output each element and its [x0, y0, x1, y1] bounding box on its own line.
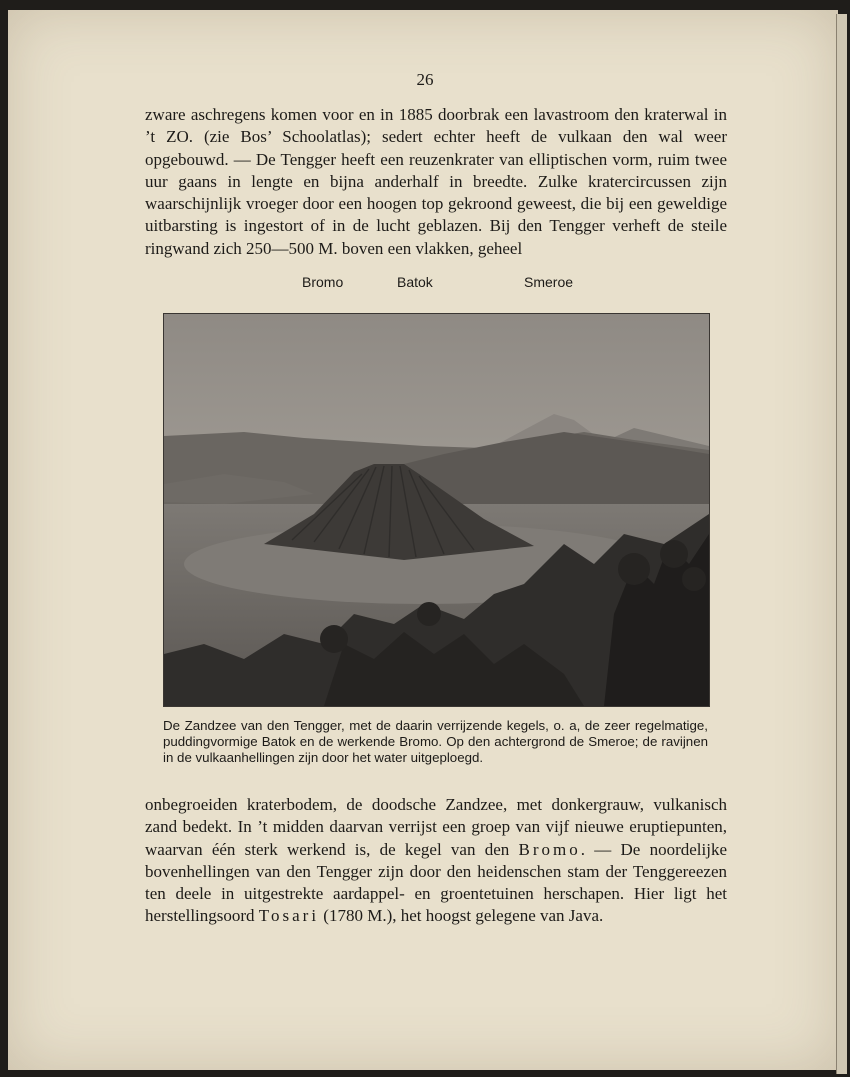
tosari-name: Tosari	[258, 906, 320, 926]
paragraph-bottom	[145, 794, 727, 928]
label-bromo: Bromo	[302, 274, 344, 290]
volcano-photo-illustration	[164, 314, 709, 706]
label-batok: Batok	[397, 274, 433, 290]
paragraph-bottom-text	[145, 794, 727, 928]
figure-caption: De Zandzee van den Tengger, met de daarin verrijzende kegels, o. a, de zeer regelmatige, puddingvormige Batok en de werkende Bromo. Op den achtergrond de Smeroe; de ravijnen in de vulkaanhellingen zijn door het water uitgeploegd.	[163, 718, 708, 765]
page-number: 26	[416, 70, 434, 89]
label-smeroe: Smeroe	[524, 274, 574, 290]
paragraph-bottom-part-1: onbegroeiden kraterbodem, de doodsche Zandzee, met donkergrauw, vulkanisch zand bedekt. In ’t midden daarvan verrijst een groep van vijf nieuwe eruptiepunten, waarvan één sterk werkend is, de kegel van den	[145, 795, 727, 859]
page-edge	[836, 14, 847, 1074]
paragraph-top	[145, 104, 727, 260]
paragraph-bottom-part-2: . — De noordelijke bovenhellingen van den Tengger zijn door den heidenschen stam der Tenggereezen ten deele in uitgestrekte aardappel- en groentetuinen herschapen. Hier ligt het herstellingsoord	[145, 839, 728, 926]
bromo-name: Bromo	[518, 839, 581, 859]
paragraph-bottom-part-3: (1780 M.), het hoogst gelegene van Java.	[319, 906, 604, 926]
paragraph-top-text: zware aschregens komen voor en in 1885 doorbrak een lavastroom den kraterwal in ’t ZO. (zie Bos’ Schoolatlas); sedert echter heeft de vulkaan den wal weer opgebouwd. — De Tengger heeft een reuzenkrater van elliptischen vorm, ruim twee uur gaans in lengte en bijna anderhalf in breedte. Zulke kratercircussen zijn waarschijnlijk vroeger door een hoogen top gekroond geweest, die bij een geweldige uitbarsting is ingestort of in de lucht geblazen. Bij den Tengger verheft de steile ringwand zich 250—500 M. boven een vlakken, geheel	[145, 105, 727, 258]
volcano-photo	[163, 313, 710, 707]
